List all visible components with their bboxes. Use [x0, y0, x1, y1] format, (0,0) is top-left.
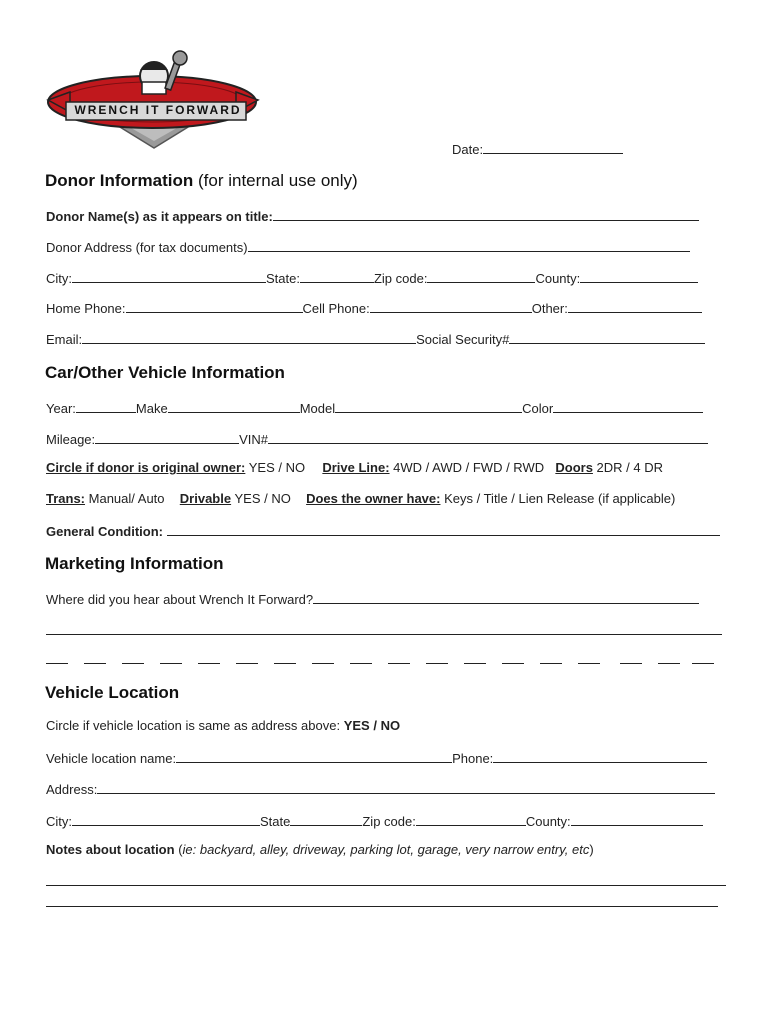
- donor-address-label: Donor Address (for tax documents): [46, 240, 248, 255]
- donor-name-row: [46, 207, 699, 225]
- dash-segment: [274, 663, 296, 664]
- dash-segment: [236, 663, 258, 664]
- donor-name-field[interactable]: [273, 207, 699, 221]
- doors-options[interactable]: 2DR / 4 DR: [596, 460, 664, 475]
- donor-city-field[interactable]: [72, 269, 266, 283]
- dash-segment: [388, 663, 410, 664]
- hear-line-2[interactable]: [46, 634, 722, 635]
- location-zip-label: Zip code:: [362, 814, 416, 829]
- cell-phone-field[interactable]: [370, 299, 532, 313]
- doors-label: Doors: [555, 460, 593, 475]
- location-city-row: [46, 812, 703, 830]
- dash-segment: [578, 663, 600, 664]
- dash-segment: [502, 663, 524, 664]
- location-name-label: Vehicle location name:: [46, 751, 177, 766]
- dash-segment: [84, 663, 106, 664]
- donor-heading-text: Donor Information: [45, 171, 194, 190]
- model-label: Model: [299, 401, 336, 416]
- vehicle-heading: Car/Other Vehicle Information: [45, 363, 285, 382]
- vehicle-row-2: [46, 430, 708, 448]
- notes-line-1[interactable]: [46, 885, 726, 886]
- dash-segment: [426, 663, 448, 664]
- dash-segment: [122, 663, 144, 664]
- logo-graphic: [46, 46, 264, 156]
- drive-line-options[interactable]: 4WD / AWD / FWD / RWD: [393, 460, 545, 475]
- location-heading: Vehicle Location: [45, 683, 180, 702]
- location-address-field[interactable]: [97, 780, 715, 794]
- notes-hint-full: [0, 0, 1, 1]
- condition-row: [46, 522, 720, 540]
- donor-county-field[interactable]: [580, 269, 698, 283]
- dash-segment: [312, 663, 334, 664]
- location-name-field[interactable]: [176, 749, 452, 763]
- location-address-row: [46, 780, 715, 798]
- hear-label: Where did you hear about Wrench It Forward?: [46, 592, 314, 607]
- mileage-label: Mileage:: [46, 432, 96, 447]
- logo: [46, 46, 264, 156]
- drivable-label: Drivable: [179, 491, 232, 506]
- marketing-heading: Marketing Information: [45, 554, 224, 573]
- dash-segment: [350, 663, 372, 664]
- donor-state-field[interactable]: [300, 269, 374, 283]
- donor-address-row: [46, 238, 690, 256]
- email-field[interactable]: [82, 330, 416, 344]
- location-address-label: Address:: [46, 782, 98, 797]
- original-owner-options[interactable]: YES / NO: [248, 460, 306, 475]
- donor-email-row: [46, 330, 705, 348]
- other-phone-field[interactable]: [568, 299, 702, 313]
- date-row: [452, 140, 623, 158]
- dash-segment: [540, 663, 562, 664]
- location-state-field[interactable]: [290, 812, 362, 826]
- trans-label: Trans:: [46, 491, 86, 506]
- location-county-label: County:: [525, 814, 571, 829]
- condition-field[interactable]: [167, 522, 720, 536]
- ssn-label: Social Security#: [416, 332, 510, 347]
- vin-field[interactable]: [268, 430, 708, 444]
- model-field[interactable]: [335, 399, 522, 413]
- email-label: Email:: [46, 332, 83, 347]
- same-location-label: Circle if vehicle location is same as address above:: [46, 718, 341, 733]
- condition-label: General Condition:: [46, 524, 163, 539]
- color-field[interactable]: [553, 399, 703, 413]
- location-phone-field[interactable]: [493, 749, 707, 763]
- location-name-row: [46, 749, 707, 767]
- year-field[interactable]: [76, 399, 136, 413]
- make-label: Make: [135, 401, 168, 416]
- ssn-field[interactable]: [509, 330, 705, 344]
- date-label: Date:: [452, 142, 484, 157]
- donor-county-label: County:: [535, 271, 581, 286]
- donor-address-field[interactable]: [248, 238, 690, 252]
- donor-name-label: Donor Name(s) as it appears on title:: [46, 209, 273, 224]
- vehicle-row-1: [46, 399, 703, 417]
- same-location-options[interactable]: YES / NO: [343, 718, 401, 733]
- notes-hint-text: ie: backyard, alley, driveway, parking lot, garage, very narrow entry, etc: [182, 842, 590, 857]
- donor-phone-row: [46, 299, 702, 317]
- dash-segment: [620, 663, 642, 664]
- location-zip-field[interactable]: [416, 812, 526, 826]
- location-city-label: City:: [46, 814, 72, 829]
- donor-city-row: [46, 269, 698, 287]
- donor-zip-label: Zip code:: [373, 271, 428, 286]
- home-phone-field[interactable]: [126, 299, 303, 313]
- date-field[interactable]: [483, 140, 623, 154]
- dash-segment: [692, 663, 714, 664]
- trans-options[interactable]: Manual/ Auto: [88, 491, 165, 506]
- location-city-field[interactable]: [72, 812, 260, 826]
- same-location-row: [46, 718, 400, 734]
- drivable-options[interactable]: YES / NO: [234, 491, 291, 506]
- dash-segment: [464, 663, 486, 664]
- home-phone-label: Home Phone:: [46, 301, 126, 316]
- donor-heading-note: (for internal use only): [198, 171, 358, 190]
- original-owner-label: Circle if donor is original owner:: [46, 460, 246, 475]
- owner-have-label: Does the owner have:: [306, 491, 441, 506]
- notes-line-2[interactable]: [46, 906, 718, 907]
- mileage-field[interactable]: [95, 430, 239, 444]
- notes-hint-close: ): [589, 842, 594, 857]
- vehicle-row-4: [46, 491, 675, 507]
- location-phone-label: Phone:: [452, 751, 494, 766]
- hear-row: [46, 590, 699, 608]
- vin-label: VIN#: [239, 432, 269, 447]
- location-county-field[interactable]: [571, 812, 703, 826]
- notes-label: Notes about location: [46, 842, 175, 857]
- notes-hint-open: (: [178, 842, 183, 857]
- year-label: Year:: [46, 401, 76, 416]
- notes-row: [46, 842, 594, 858]
- dash-segment: [46, 663, 68, 664]
- donor-city-label: City:: [46, 271, 72, 286]
- donor-zip-field[interactable]: [427, 269, 535, 283]
- cell-phone-label: Cell Phone:: [302, 301, 370, 316]
- vehicle-row-3: [46, 460, 663, 476]
- donor-heading: [45, 171, 358, 191]
- dash-segment: [160, 663, 182, 664]
- notes-hint: [178, 842, 593, 857]
- make-field[interactable]: [168, 399, 300, 413]
- owner-have-options[interactable]: Keys / Title / Lien Release (if applicable): [444, 491, 676, 506]
- location-state-label: State: [260, 814, 291, 829]
- donor-state-label: State:: [266, 271, 300, 286]
- dash-segment: [198, 663, 220, 664]
- logo-text: WRENCH IT FORWARD: [74, 103, 242, 117]
- hear-field[interactable]: [313, 590, 699, 604]
- drive-line-label: Drive Line:: [322, 460, 390, 475]
- color-label: Color: [522, 401, 554, 416]
- other-phone-label: Other:: [531, 301, 568, 316]
- dash-segment: [658, 663, 680, 664]
